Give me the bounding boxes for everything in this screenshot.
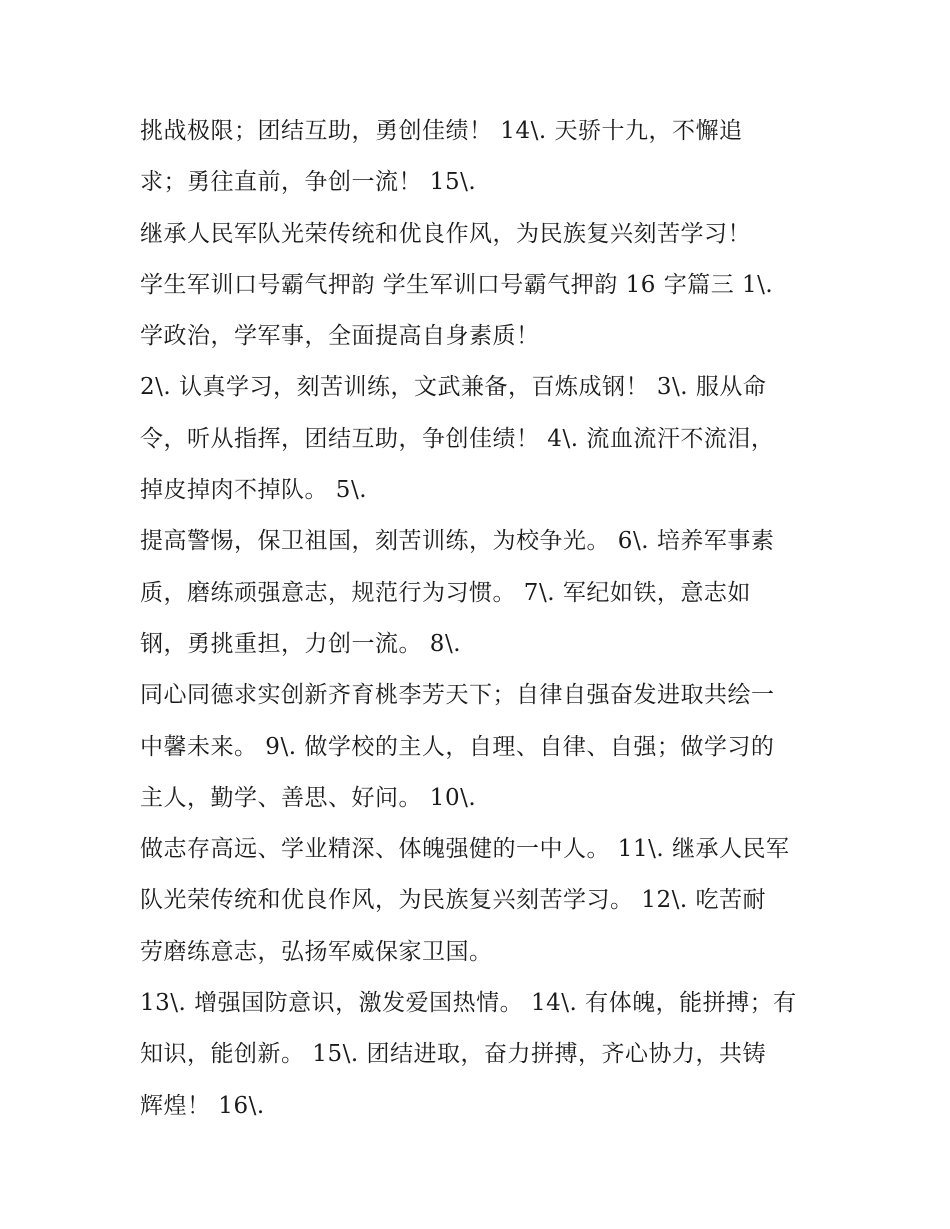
text-line: 继承人民军队光荣传统和优良作风，为民族复兴刻苦学习！ — [140, 220, 751, 247]
text-line: 队光荣传统和优良作风，为民族复兴刻苦学习。 12\. 吃苦耐 — [140, 887, 766, 914]
text-line: 质，磨练顽强意志，规范行为习惯。 7\. 军纪如铁，意志如 — [140, 579, 751, 606]
text-line: 挑战极限；团结互助，勇创佳绩！ 14\. 天骄十九，不懈追 — [140, 118, 743, 144]
text-line: 做志存高远、学业精深、体魄强健的一中人。 11\. 继承人民军 — [140, 836, 790, 863]
text-line: 钢，勇挑重担，力创一流。 8\. — [140, 630, 462, 657]
text-line: 13\. 增强国防意识，激发爱国热情。 14\. 有体魄，能拼搏；有 — [140, 990, 797, 1017]
text-line: 令，听从指挥，团结互助，争创佳绩！ 4\. 流血流汗不流泪， — [140, 425, 775, 452]
text-line: 主人，勤学、善思、好问。 10\. — [140, 784, 477, 811]
text-line: 劳磨练意志，弘扬军威保家卫国。 — [140, 938, 493, 965]
text-line: 同心同德求实创新齐育桃李芳天下；自律自强奋发进取共绘一 — [140, 682, 775, 709]
text-line: 学政治，学军事，全面提高自身素质！ — [140, 323, 540, 350]
text-line: 掉皮掉肉不掉队。 5\. — [140, 477, 368, 504]
text-line: 提高警惕，保卫祖国，刻苦训练，为校争光。 6\. 培养军事素 — [140, 528, 775, 555]
text-line: 知识，能创新。 15\. 团结进取，奋力拼搏，齐心协力，共铸 — [140, 1041, 766, 1068]
text-line: 2\. 认真学习，刻苦训练，文武兼备，百炼成钢！ 3\. 服从命 — [140, 374, 767, 401]
text-line: 辉煌！ 16\. — [140, 1092, 265, 1119]
text-line: 学生军训口号霸气押韵 学生军训口号霸气押韵 16 字篇三 1\. — [140, 271, 774, 298]
text-line: 求；勇往直前，争创一流！ 15\. — [140, 169, 477, 196]
text-line: 中馨未来。 9\. 做学校的主人，自理、自律、自强；做学习的 — [140, 733, 775, 760]
body-text — [140, 106, 830, 1132]
